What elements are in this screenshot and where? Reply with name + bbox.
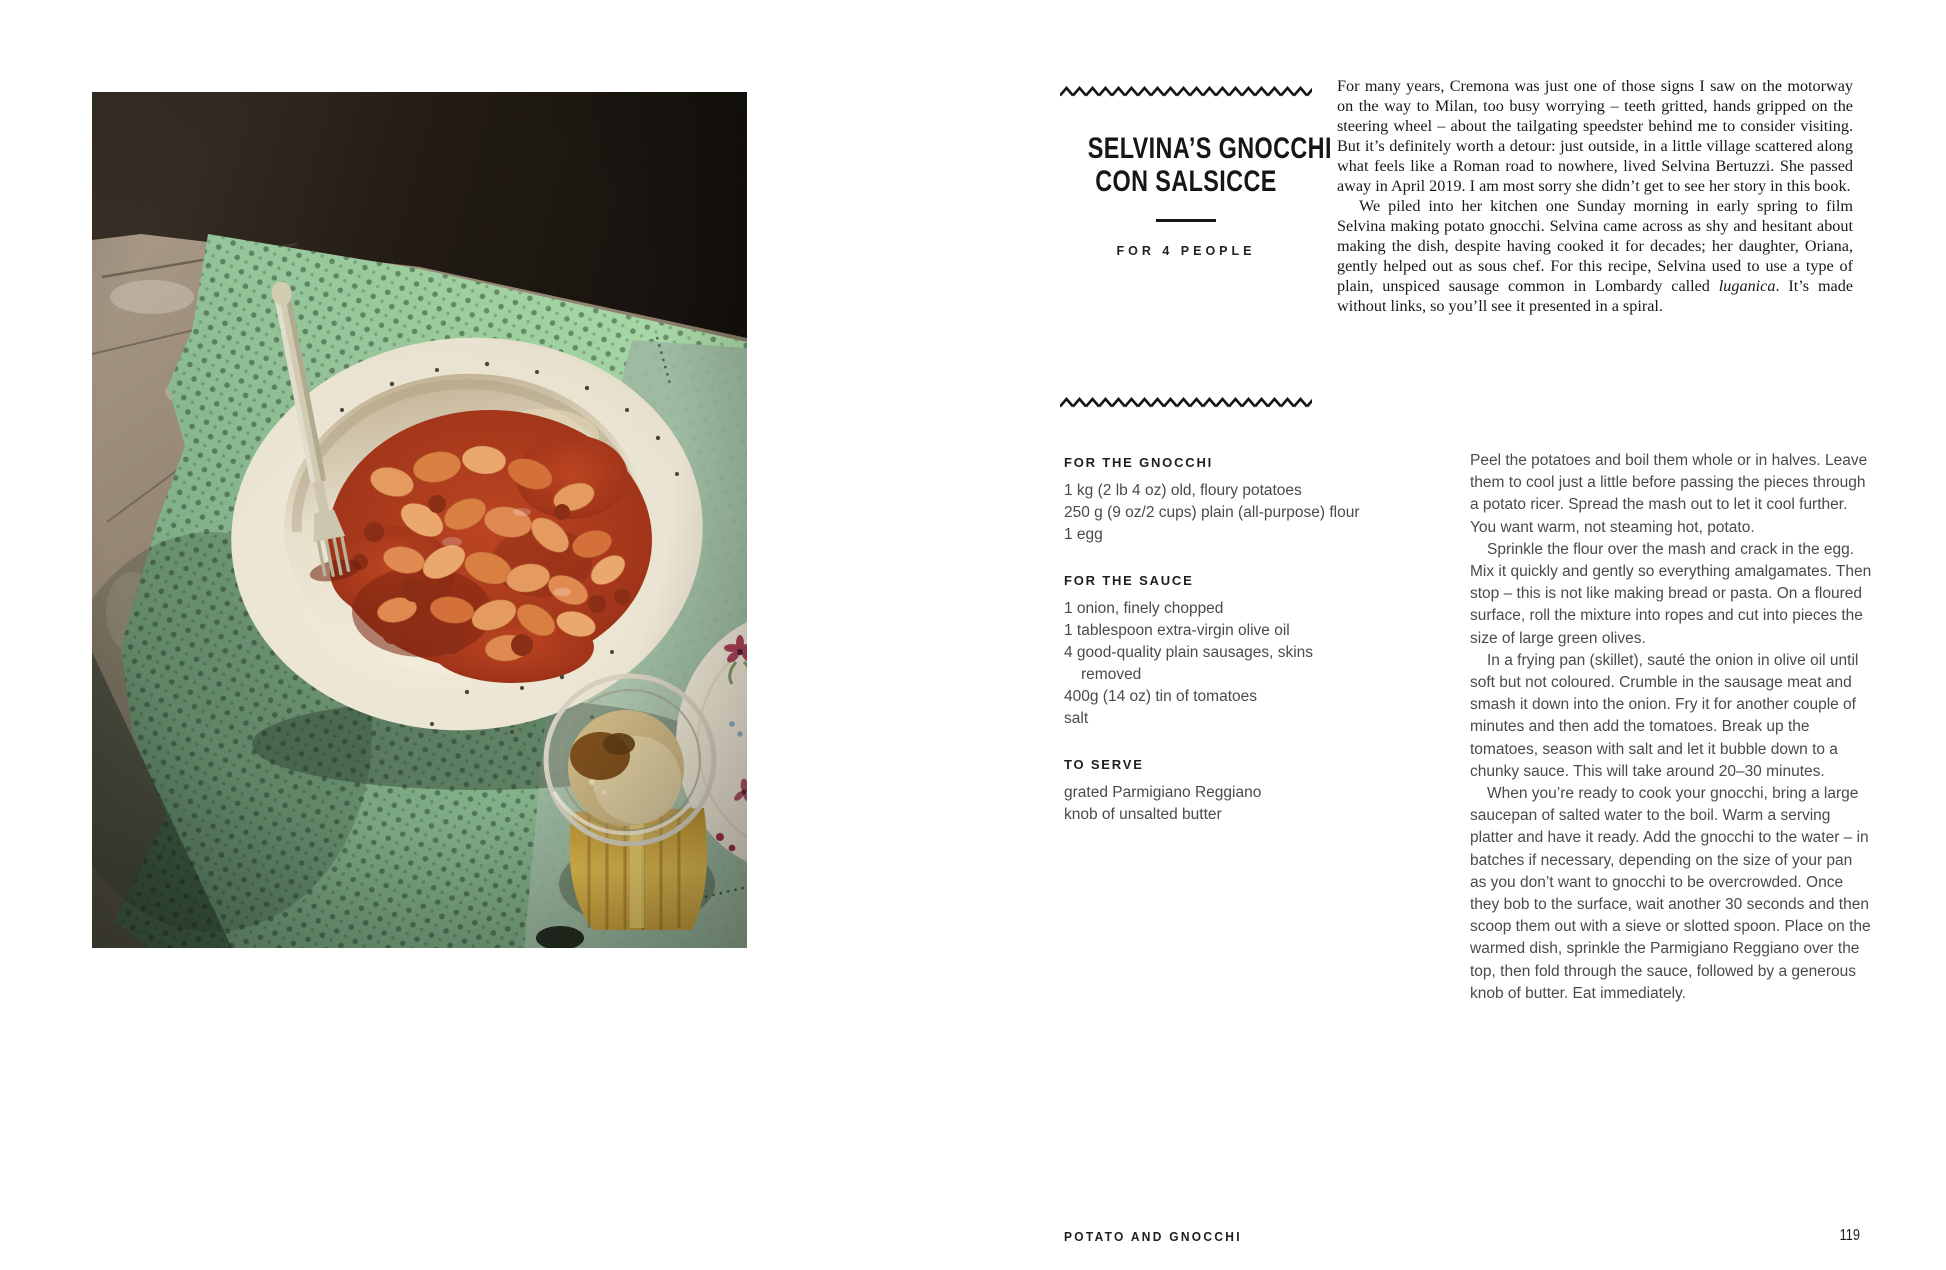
method-paragraph-2: Sprinkle the flour over the mash and crack in the egg. Mix it quickly and gently so everything amalgamates. Then stop – this is not like making bread or pasta. On a floured surface, roll the mixture into ropes and cut into pieces the size of large green olives. — [1470, 540, 1872, 647]
method-paragraph-3: In a frying pan (skillet), sauté the onion in olive oil until soft but not coloured. Crumble in the sausage meat and smash it down into the onion. Fry it for another couple of minutes and then add the tomatoes. Break up the tomatoes, season with salt and let it bubble down to a chunky sauce. This will take around 20–30 minutes. — [1470, 651, 1859, 780]
ingredient-item: 1 onion, finely chopped — [1064, 600, 1224, 617]
ingredients-heading-gnocchi: FOR THE GNOCCHI — [1064, 455, 1214, 470]
ingredients-section-serve — [1064, 754, 1364, 826]
page-number: 119 — [1839, 1227, 1860, 1244]
zigzag-ornament-bottom — [1060, 396, 1312, 409]
intro-paragraph-1: For many years, Cremona was just one of those signs I saw on the motorway on the way to Milan, too busy worrying – teeth gritted, hands gripped on the steering wheel – about the tailgating speedster behind me to consider visiting. But it’s definitely worth a detour: just outside, in a little village scattered along what feels like a Roman road to nowhere, lived Selvina Bertuzzi. She passed away in April 2019. I am most sorry she didn’t get to see her story in this book. — [1337, 77, 1853, 195]
method-paragraph-1: Peel the potatoes and boil them whole or in halves. Leave them to cool just a little before passing the pieces through a potato ricer. Spread the mash out to let it cool further. You want warm, not steaming hot, potato. — [1470, 452, 1868, 536]
recipe-photo — [92, 92, 747, 948]
ingredient-item: knob of unsalted butter — [1064, 806, 1222, 823]
photo-vignette — [92, 92, 747, 948]
intro-paragraph-2 — [1337, 196, 1853, 316]
recipe-title-block — [1060, 85, 1332, 415]
title-divider — [1156, 219, 1216, 222]
ingredients-list — [1064, 452, 1364, 850]
intro-p2-text-after: . It’s made without links, so you’ll see it presented in a spiral. — [1337, 277, 1854, 315]
ingredients-heading-serve: TO SERVE — [1064, 757, 1144, 772]
ingredients-section-sauce — [1064, 570, 1364, 730]
intro-p2-italic-term: luganica — [1718, 277, 1776, 295]
recipe-title-line1: SELVINA’S GNOCCHI — [1087, 132, 1332, 165]
method-instructions — [1470, 450, 1872, 1005]
recipe-introduction — [1337, 76, 1853, 316]
method-paragraph-4: When you’re ready to cook your gnocchi, bring a large saucepan of salted water to the boil. Warm a serving platter and have it ready. Add the gnocchi to the water – in batches if necessary, depending on the size of your pan as you don’t want to gnocchi to be overcrowded. Once they bob to the surface, wait another 30 seconds and then scoop them out with a sieve or slotted spoon. Place on the warmed dish, sprinkle the Parmigiano Reggiano over the top, then fold through the sauce, followed by a generous knob of butter. Eat immediately. — [1470, 785, 1871, 1002]
intro-p2-text: We piled into her kitchen one Sunday morning in early spring to film Selvina making potato gnocchi. Selvina came across as shy and hesitant about making the dish, despite having cooked it for decades; her daughter, Oriana, gently helped out as sous chef. For this recipe, Selvina used to use a type of plain, unspiced sausage common in Lombardy called — [1337, 197, 1853, 295]
ingredient-item: grated Parmigiano Reggiano — [1064, 784, 1262, 801]
ingredient-item: 250 g (9 oz/2 cups) plain (all-purpose) flour — [1064, 504, 1360, 521]
ingredients-section-gnocchi — [1064, 452, 1364, 546]
ingredient-item: 400g (14 oz) tin of tomatoes — [1064, 688, 1258, 705]
chapter-footer: POTATO AND GNOCCHI — [1064, 1229, 1242, 1244]
zigzag-ornament-top — [1060, 85, 1312, 98]
recipe-title — [1060, 132, 1332, 198]
serving-count: FOR 4 PEOPLE — [1116, 244, 1256, 258]
ingredient-item: 1 egg — [1064, 526, 1103, 543]
ingredient-item: 1 kg (2 lb 4 oz) old, floury potatoes — [1064, 482, 1302, 499]
ingredient-item: 1 tablespoon extra-virgin olive oil — [1064, 622, 1290, 639]
ingredient-item: salt — [1064, 710, 1089, 727]
ingredient-item: 4 good-quality plain sausages, skins removed — [1064, 644, 1314, 683]
ingredients-heading-sauce: FOR THE SAUCE — [1064, 573, 1194, 588]
recipe-title-line2: CON SALSICCE — [1095, 165, 1277, 198]
recipe-photo-illustration — [92, 92, 747, 948]
